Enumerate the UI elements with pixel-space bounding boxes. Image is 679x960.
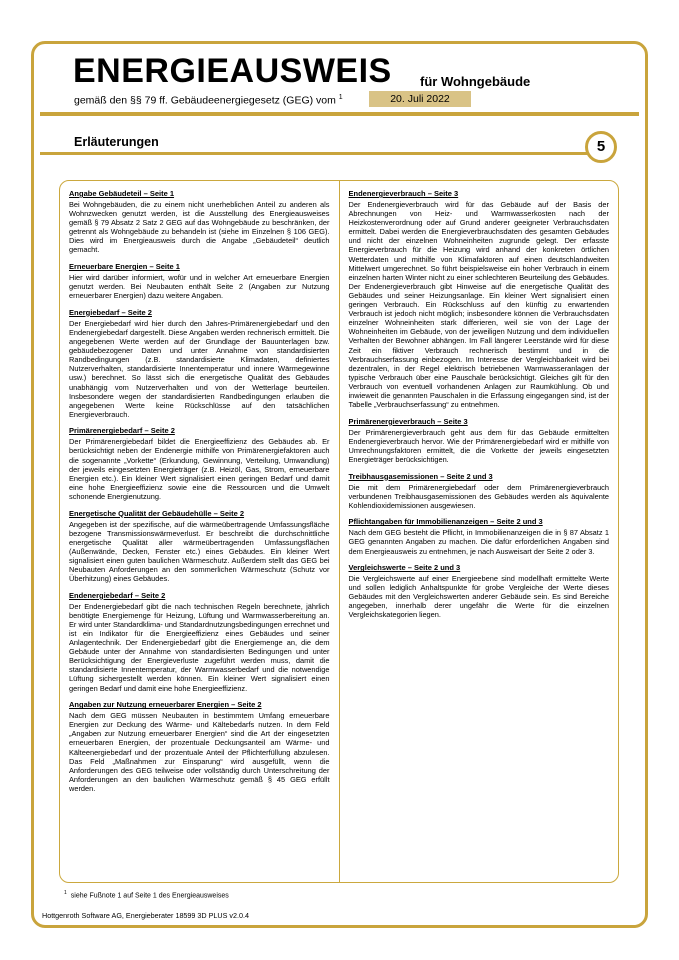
right-column — [339, 181, 619, 882]
section-energetische-qualitaet — [69, 509, 330, 584]
issue-date-highlight: 20. Juli 2022 — [369, 91, 471, 107]
section-body: Der Primärenergieverbrauch geht aus dem für das Gebäude ermittelten Endenergieverbrauch hervor. Wie der Primärenergiebedarf wird er mithilfe von Umrechnungsfaktoren ermittelt, die die Vorkette der jeweils eingesetzten Energieträger berücksichtigen. — [348, 427, 609, 464]
section-heading: Energiebedarf – Seite 2 — [69, 307, 152, 317]
footnote-ref-superscript: 1 — [338, 94, 343, 101]
section-treibhausgasemissionen — [349, 472, 610, 510]
section-nutzung-erneuerbarer-energien — [69, 700, 330, 793]
section-body: Die Vergleichswerte auf einer Energieebene sind modellhaft ermittelte Werte und sollen lediglich Anhaltspunkte für grobe Vergleiche der Werte dieses Gebäudes mit den Vergleichswerten anderer Gebäude sein. Es sind Bereiche angegeben, innerhalb derer ungefähr die Werte für die einzelnen Vergleichskategorien liegen. — [348, 574, 609, 620]
section-heading: Endenergiebedarf – Seite 2 — [69, 590, 166, 600]
section-body: Der Endenergiebedarf gibt die nach technischen Regeln berechnete, jährlich benötigte Energiemenge für Heizung, Lüftung und Warmwasserbereitung an. Er wird unter Standardklima- und Standardnutzungsbedingungen errechnet und ist ein Indikator für die Energieeffizienz eines Gebäudes und seiner Anlagentechnik. Der Endenergiebedarf gibt die Energiemenge an, die dem Gebäude unter der Annahme von standardisierten Bedingungen und unter Berücksichtigung der Energieverluste zugeführt werden muss, damit die standardisierte Innentemperatur, der Warmwasserbedarf und die notwendige Lüftung sichergestellt werden können. Ein kleiner Wert signalisiert einen geringen Bedarf und damit eine hohe Energieeffizienz. — [69, 601, 330, 693]
page-number-badge: 5 — [585, 131, 617, 163]
section-body: Die mit dem Primärenergiebedarf oder dem Primärenergieverbrauch verbundenen Treibhausgasemissionen des Gebäudes werden als äquivalente Kohlendioxidemissionen ausgewiesen. — [348, 482, 609, 510]
section-body: Nach dem GEG müssen Neubauten in bestimmtem Umfang erneuerbare Energien zur Deckung des Wärme- und Kältebedarfs nutzen. In dem Feld „Angaben zur Nutzung erneuerbarer Energien“ sind die Art der eingesetzten erneuerbaren Energien, der prozentuale Deckungsanteil am Wärme- und Kälteenergiebedarf und der prozentuale Anteil der Pflichterfüllung abzulesen. Das Feld „Maßnahmen zur Einsparung“ wird ausgefüllt, wenn die Anforderungen des GEG teilweise oder vollständig durch Unterschreitung der Anforderungen an den baulichen Wärmeschutz gemäß § 45 GEG erfüllt werden. — [69, 711, 330, 793]
section-heading: Primärenergieverbrauch – Seite 3 — [348, 416, 468, 426]
footnote — [64, 890, 229, 899]
section-body: Bei Wohngebäuden, die zu einem nicht unerheblichen Anteil zu anderen als Wohnzwecken genutzt werden, ist die Ausstellung des Energieausweises gemäß § 79 Absatz 2 Satz 2 GEG auf das Wohngebäude zu beschränken, der getrennt als Wohngebäude zu behandeln ist (siehe im Einzelnen § 106 GEG). Dies wird im Energieausweis durch die Angabe „Gebäudeteil“ deutlich gemacht. — [69, 200, 330, 255]
section-heading: Angaben zur Nutzung erneuerbarer Energien – Seite 2 — [69, 700, 262, 710]
document-type-label: für Wohngebäude — [420, 74, 531, 89]
footer-text: Hottgenroth Software AG, Energieberater 18599 3D PLUS v2.0.4 — [42, 911, 249, 920]
section-body: Der Primärenergiebedarf bildet die Energieeffizienz des Gebäudes ab. Er berücksichtigt neben der Endenergie mithilfe von Primärenergiefaktoren auch die sogenannte „Vorkette“ (Erkundung, Gewinnung, Verteilung, Umwandlung) der jeweils eingesetzten Energieträger (z.B. Heizöl, Gas, Strom, erneuerbare Energien etc.). Ein kleiner Wert signalisiert einen geringen Bedarf und damit eine hohe Energieeffizienz sowie eine die Ressourcen und die Umwelt schonende Energienutzung. — [69, 437, 330, 501]
section-erneuerbare-energien — [69, 262, 330, 300]
section-primaerenergiebedarf — [69, 426, 330, 501]
section-body: Nach dem GEG besteht die Pflicht, in Immobilienanzeigen die in § 87 Absatz 1 GEG genannten Angaben zu machen. Die dafür erforderlichen Angaben sind dem Energieausweis zu entnehmen, je nach Ausweisart der Seite 2 oder 3. — [348, 528, 609, 556]
section-body: Der Energiebedarf wird hier durch den Jahres-Primärenergiebedarf und den Endenergiebedarf dargestellt. Diese Angaben werden rechnerisch ermittelt. Die angegebenen Werte werden auf der Grundlage der Bauunterlagen bzw. gebäudebezogener Daten und unter Annahme von standardisierten Randbedingungen (z.B. standardisierte Klimadaten, definiertes Nutzerverhalten, standardisierte Innentemperatur und innere Wärmegewinne usw.) berechnet. So lässt sich die energetische Qualität des Gebäudes unabhängig vom Nutzerverhalten und von der Wetterlage beurteilen. Insbesondere wegen der standardisierten Randbedingungen erlauben die angegebenen Werte keine Rückschlüsse auf den tatsächlichen Energieverbrauch. — [69, 318, 330, 419]
explanations-box — [59, 180, 619, 883]
footnote-marker: 1 — [64, 890, 67, 896]
section-heading: Vergleichswerte – Seite 2 und 3 — [348, 563, 461, 573]
section-endenergiebedarf — [69, 591, 330, 693]
section-vergleichswerte — [349, 563, 610, 619]
legal-reference — [74, 94, 343, 107]
left-column — [60, 181, 339, 882]
section-heading: Endenergieverbrauch – Seite 3 — [348, 189, 459, 198]
section-body: Der Endenergieverbrauch wird für das Gebäude auf der Basis der Abrechnungen von Heiz- und Warmwasserkosten nach der Heizkostenverordnung oder auf Grund anderer geeigneter Verbrauchsdaten ermittelt. Dabei werden die Energieverbrauchsdaten des gesamten Gebäudes und nicht der einzelnen Wohneinheiten zugrunde gelegt. Der erfasste Energieverbrauch für die Heizung wird anhand der konkreten örtlichen Wetterdaten und mithilfe von Klimafaktoren auf einen deutschlandweiten Mittelwert umgerechnet. So führt beispielsweise ein hoher Verbrauch in einem einzelnen harten Winter nicht zu einer schlechteren Beurteilung des Gebäudes. Der Endenergieverbrauch gibt Hinweise auf die energetische Qualität des Gebäudes und seiner Heizungsanlage. Ein kleiner Wert signalisiert einen geringen Verbrauch. Ein Rückschluss auf den künftig zu erwartenden Verbrauch ist jedoch nicht möglich; insbesondere können die Verbrauchsdaten einzelner Wohneinheiten stark differieren, weil sie von der Lage der Wohneinheiten im Gebäude, von der jeweiligen Nutzung und dem individuellen Verhalten der Bewohner abhängen. Im Fall längerer Leerstände wird für diese Zeit ein fiktiver Verbrauch rechnerisch bestimmt und in die Verbrauchserfassung einbezogen. Im Interesse der Vergleichbarkeit wird bei dezentralen, in der Regel elektrisch betriebenen Warmwasseranlagen der typische Verbrauch über eine Pauschale berücksichtigt. Gleiches gilt für den Verbrauch von eventuell vorhandenen Anlagen zur Raumkühlung. Ob und inwieweit die genannten Pauschalen in die Erfassung eingegangen sind, ist der Tabelle „Verbrauchserfassung“ zu entnehmen. — [348, 200, 609, 410]
section-heading: Treibhausgasemissionen – Seite 2 und 3 — [348, 471, 493, 481]
section-heading: Pflichtangaben für Immobilienanzeigen – Seite 2 und 3 — [348, 517, 543, 527]
section-pflichtangaben-immobilienanzeigen — [349, 517, 610, 555]
section-heading: Primärenergiebedarf – Seite 2 — [69, 426, 175, 436]
footnote-text: siehe Fußnote 1 auf Seite 1 des Energieausweises — [70, 892, 229, 900]
section-endenergieverbrauch — [349, 189, 610, 409]
section-body: Angegeben ist der spezifische, auf die wärmeübertragende Umfassungsfläche bezogene Transmissionswärmeverlust. Er beschreibt die durchschnittliche energetische Qualität aller wärmeübertragenden Umfassungsflächen (Außenwände, Decken, Fenster etc.) eines Gebäudes. Ein kleiner Wert signalisiert einen guten baulichen Wärmeschutz. Außerdem stellt das GEG bei Neubauten Anforderungen an den sommerlichen Wärmeschutz (Schutz vor Überhitzung) eines Gebäudes. — [69, 519, 330, 584]
section-heading: Erneuerbare Energien – Seite 1 — [69, 262, 180, 272]
section-divider-rule — [40, 152, 590, 155]
header-divider-rule — [40, 112, 639, 116]
document-title: ENERGIEAUSWEIS — [73, 52, 392, 90]
section-primaerenergieverbrauch — [349, 417, 610, 464]
section-angabe-gebaeudeteil — [69, 189, 330, 255]
section-energiebedarf — [69, 308, 330, 419]
legal-reference-text: gemäß den §§ 79 ff. Gebäudeenergiegesetz (GEG) vom — [74, 94, 339, 107]
section-body: Hier wird darüber informiert, wofür und in welcher Art erneuerbare Energien genutzt werden. Bei Neubauten enthält Seite 2 (Angaben zur Nutzung erneuerbarer Energien) dazu weitere Angaben. — [69, 273, 330, 301]
page-section-title: Erläuterungen — [74, 135, 159, 149]
section-heading: Energetische Qualität der Gebäudehülle – Seite 2 — [69, 508, 245, 518]
section-heading: Angabe Gebäudeteil – Seite 1 — [69, 189, 175, 198]
